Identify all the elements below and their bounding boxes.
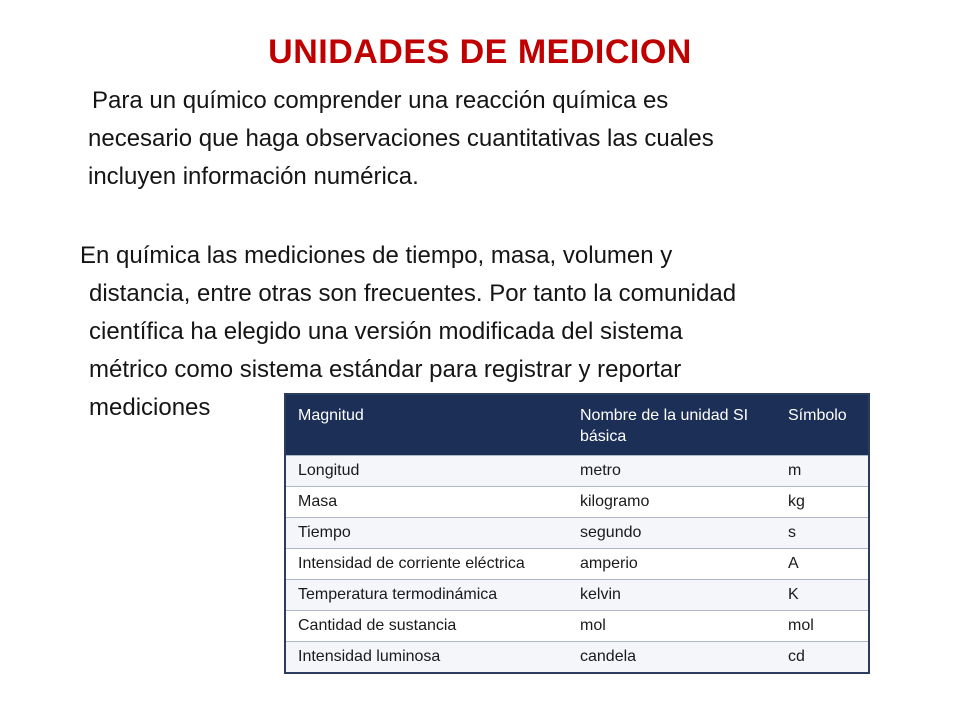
cell-unit-name: kilogramo xyxy=(568,487,776,518)
intro-line: incluyen información numérica. xyxy=(88,163,419,190)
table-row xyxy=(286,611,868,642)
cell-symbol: m xyxy=(776,456,868,487)
cell-unit-name: metro xyxy=(568,456,776,487)
table-row xyxy=(286,580,868,611)
cell-magnitud: Temperatura termodinámica xyxy=(286,580,568,611)
cell-unit-name: amperio xyxy=(568,549,776,580)
body-line: mediciones xyxy=(89,394,211,421)
si-units-table xyxy=(284,393,870,674)
header-unit-name: Nombre de la unidad SI básica xyxy=(568,395,776,456)
cell-symbol: mol xyxy=(776,611,868,642)
table-row xyxy=(286,487,868,518)
table-row xyxy=(286,549,868,580)
intro-line: Para un químico comprender una reacción química es xyxy=(92,87,669,114)
cell-unit-name: candela xyxy=(568,642,776,673)
cell-magnitud: Longitud xyxy=(286,456,568,487)
cell-unit-name: mol xyxy=(568,611,776,642)
body-line: métrico como sistema estándar para registrar y reportar xyxy=(89,356,682,383)
cell-magnitud: Intensidad de corriente eléctrica xyxy=(286,549,568,580)
cell-magnitud: Tiempo xyxy=(286,518,568,549)
page-title: UNIDADES DE MEDICION xyxy=(268,32,692,71)
header-magnitud: Magnitud xyxy=(286,395,568,456)
cell-symbol: kg xyxy=(776,487,868,518)
header-symbol: Símbolo xyxy=(776,395,868,456)
body-line: distancia, entre otras son frecuentes. Por tanto la comunidad xyxy=(89,280,737,307)
body-line: En química las mediciones de tiempo, masa, volumen y xyxy=(80,242,673,269)
cell-symbol: cd xyxy=(776,642,868,673)
cell-magnitud: Cantidad de sustancia xyxy=(286,611,568,642)
cell-symbol: s xyxy=(776,518,868,549)
body-line: científica ha elegido una versión modificada del sistema xyxy=(89,318,683,345)
cell-unit-name: kelvin xyxy=(568,580,776,611)
table-row xyxy=(286,456,868,487)
table-header-row xyxy=(286,395,868,456)
cell-symbol: K xyxy=(776,580,868,611)
cell-unit-name: segundo xyxy=(568,518,776,549)
table-row xyxy=(286,642,868,673)
cell-magnitud: Intensidad luminosa xyxy=(286,642,568,673)
intro-paragraph xyxy=(88,82,714,196)
cell-symbol: A xyxy=(776,549,868,580)
cell-magnitud: Masa xyxy=(286,487,568,518)
table-row xyxy=(286,518,868,549)
intro-line: necesario que haga observaciones cuantitativas las cuales xyxy=(88,125,714,152)
